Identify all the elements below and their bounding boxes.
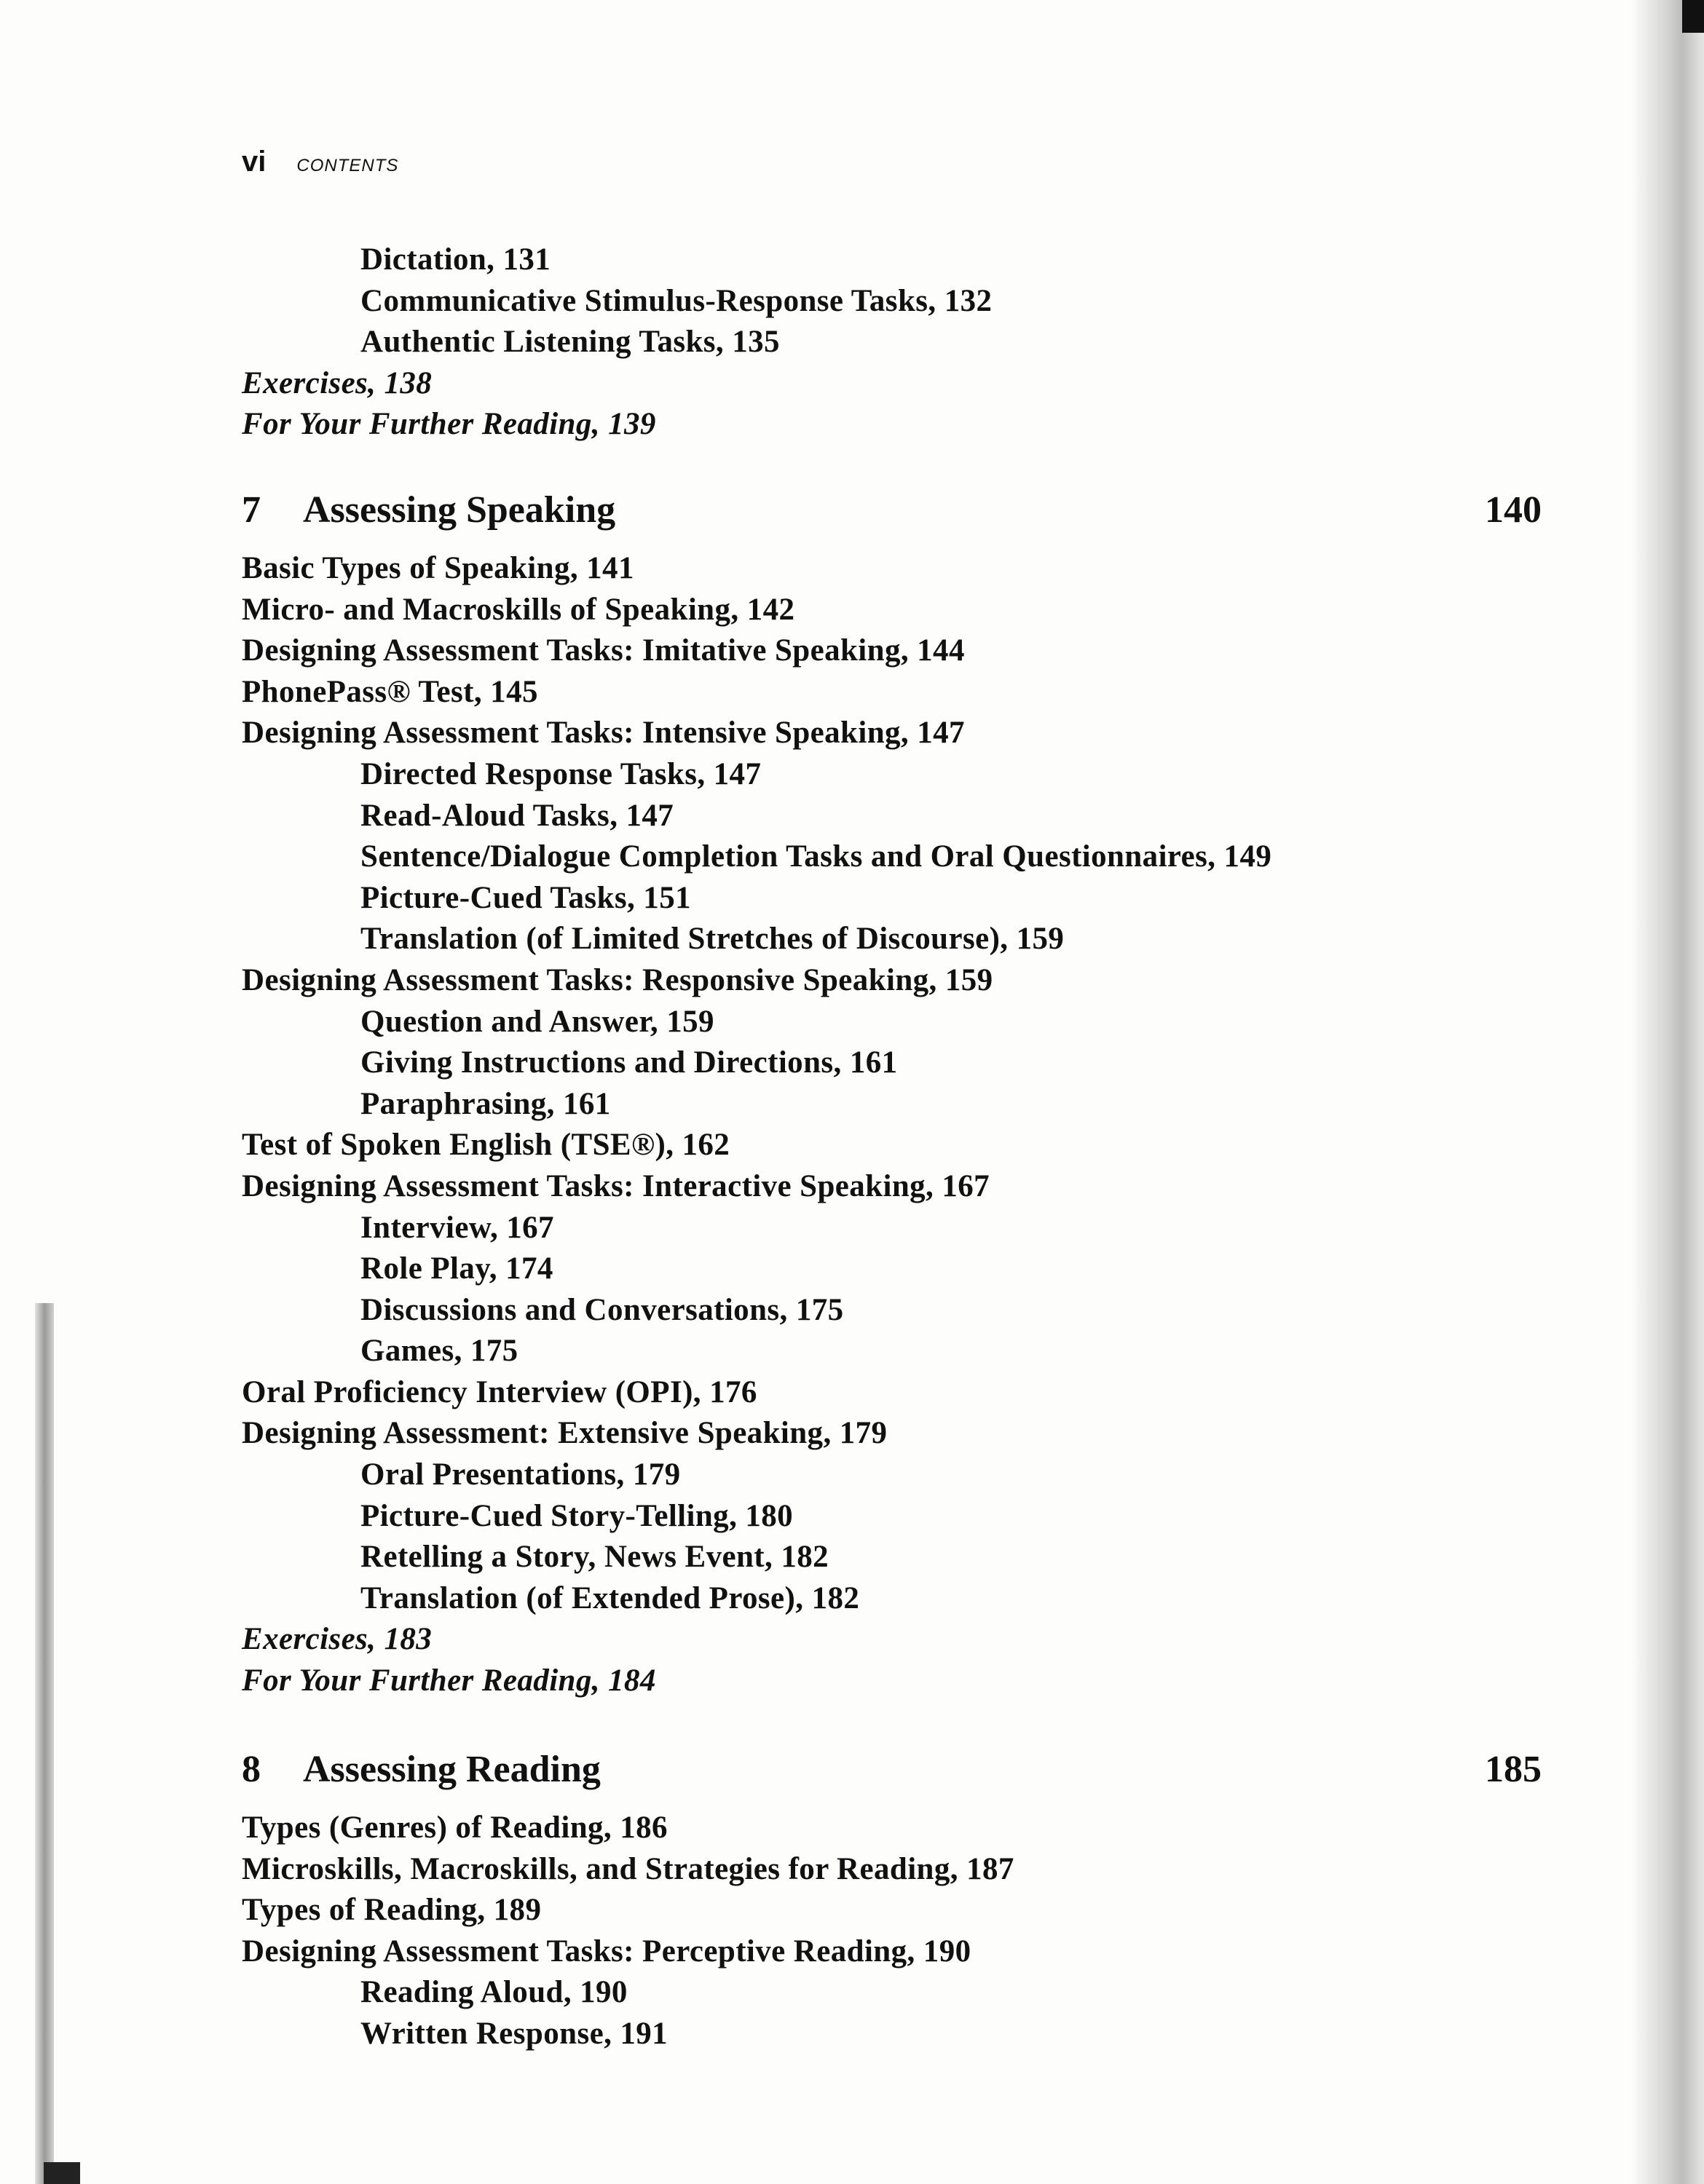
chapter-heading-8 (242, 1744, 1542, 1795)
toc-entry: Designing Assessment Tasks: Responsive Speaking, 159 (242, 962, 993, 997)
chapter-8-entries (242, 1808, 1553, 2055)
toc-entry: Games, 175 (360, 1334, 518, 1369)
chapter-heading-7 (242, 484, 1542, 535)
page-corner-dark-bottom (44, 2162, 80, 2184)
toc-entry: Interview, 167 (360, 1210, 554, 1245)
running-head-title: CONTENTS (296, 156, 399, 175)
page-edge-shadow-right (1631, 0, 1704, 2184)
toc-entry: Types (Genres) of Reading, 186 (242, 1811, 668, 1845)
chapter-page: 185 (1485, 1748, 1542, 1790)
toc-entry: Paraphrasing, 161 (360, 1086, 611, 1121)
toc-entry: Exercises, 183 (242, 1622, 433, 1657)
toc-entry: Authentic Listening Tasks, 135 (360, 325, 780, 360)
page-corner-dark (1682, 0, 1704, 33)
toc-entry: Dictation, 131 (360, 242, 551, 277)
toc-entry: Microskills, Macroskills, and Strategies for Reading, 187 (242, 1851, 1014, 1886)
toc-entry: Discussions and Conversations, 175 (360, 1292, 844, 1327)
toc-entry: Directed Response Tasks, 147 (360, 756, 762, 791)
toc-entry: Designing Assessment Tasks: Imitative Speaking, 144 (242, 633, 965, 668)
chapter-title: Assessing Reading (303, 1748, 601, 1790)
toc-entry: For Your Further Reading, 184 (242, 1663, 656, 1698)
toc-entry: Designing Assessment: Extensive Speaking, 179 (242, 1416, 888, 1451)
toc-entry: Test of Spoken English (TSE®), 162 (242, 1128, 730, 1163)
toc-entry: Picture-Cued Story-Telling, 180 (360, 1498, 794, 1533)
toc-entry: PhonePass® Test, 145 (242, 674, 538, 709)
toc-entry: Reading Aloud, 190 (360, 1975, 628, 2010)
toc-entry: For Your Further Reading, 139 (242, 407, 656, 442)
toc-entry: Sentence/Dialogue Completion Tasks and Oral Questionnaires, 149 (360, 839, 1272, 874)
page-edge-shadow-left (35, 1303, 54, 2184)
toc-entry: Communicative Stimulus-Response Tasks, 132 (360, 283, 993, 318)
toc-entry: Retelling a Story, News Event, 182 (360, 1540, 829, 1575)
chapter-number: 7 (242, 488, 261, 531)
running-head (242, 146, 398, 189)
toc-entry: Question and Answer, 159 (360, 1004, 714, 1039)
toc-entry: Types of Reading, 189 (242, 1893, 542, 1928)
toc-entry: Micro- and Macroskills of Speaking, 142 (242, 592, 795, 627)
toc-entry: Designing Assessment Tasks: Intensive Speaking, 147 (242, 716, 965, 751)
toc-entry: Oral Presentations, 179 (360, 1457, 681, 1492)
toc-entry: Basic Types of Speaking, 141 (242, 551, 634, 585)
continued-entries (242, 240, 1553, 446)
toc-entry: Role Play, 174 (360, 1251, 553, 1286)
page-folio: vi (242, 146, 267, 178)
toc-entry: Translation (of Extended Prose), 182 (360, 1580, 860, 1615)
chapter-number: 8 (242, 1748, 261, 1790)
toc-entry: Giving Instructions and Directions, 161 (360, 1045, 898, 1080)
toc-entry: Written Response, 191 (360, 2016, 668, 2051)
toc-entry: Designing Assessment Tasks: Perceptive Reading, 190 (242, 1934, 971, 1969)
toc-entry: Picture-Cued Tasks, 151 (360, 880, 692, 915)
toc-entry: Exercises, 138 (242, 365, 433, 400)
toc-entry: Designing Assessment Tasks: Interactive Speaking, 167 (242, 1168, 990, 1203)
toc-entry: Read-Aloud Tasks, 147 (360, 798, 674, 833)
chapter-7-entries (242, 548, 1553, 1702)
toc-entry: Oral Proficiency Interview (OPI), 176 (242, 1374, 757, 1409)
chapter-title: Assessing Speaking (303, 488, 616, 531)
toc-entry: Translation (of Limited Stretches of Discourse), 159 (360, 922, 1065, 957)
chapter-page: 140 (1485, 488, 1542, 531)
